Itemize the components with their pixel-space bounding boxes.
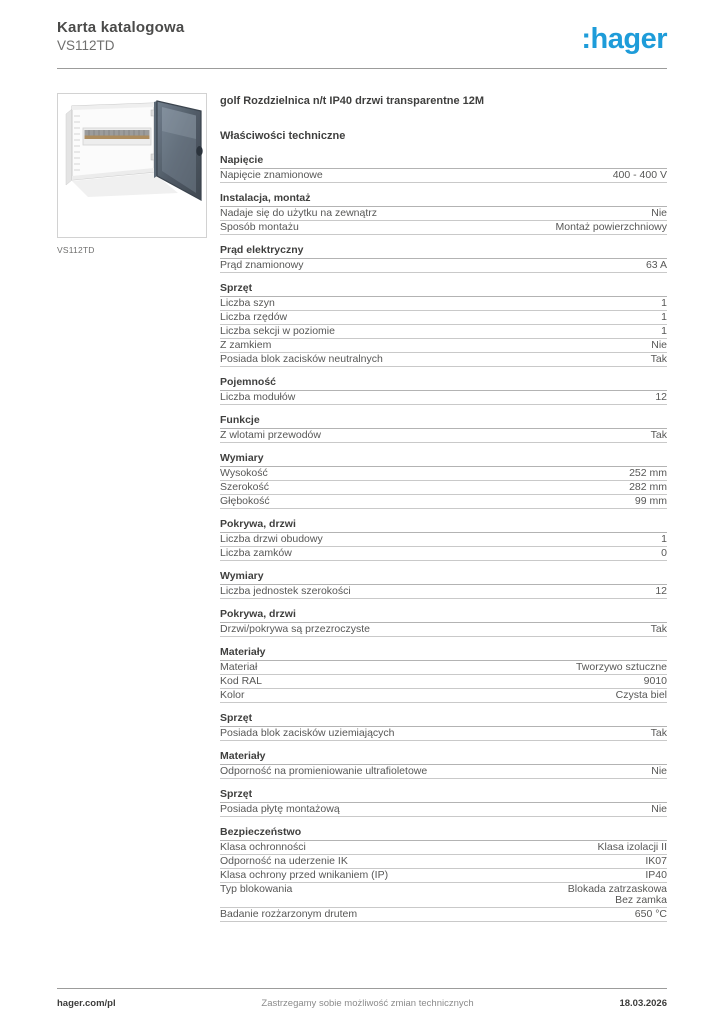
row-value: Nie [651,803,667,815]
section-rows [220,297,667,367]
spec-section [220,609,667,637]
row-label: Napięcie znamionowe [220,169,323,181]
spec-row [220,339,667,353]
section-title: Sprzęt [220,283,667,297]
row-value: 1 [661,311,667,323]
row-value: 99 mm [634,495,667,507]
section-title: Sprzęt [220,713,667,727]
row-label: Nadaje się do użytku na zewnątrz [220,207,378,219]
section-title: Pojemność [220,377,667,391]
section-rows [220,585,667,599]
row-value: 400 - 400 V [612,169,667,181]
section-title: Prąd elektryczny [220,245,667,259]
row-label: Wysokość [220,467,268,479]
section-rows [220,429,667,443]
spec-section [220,245,667,273]
row-value: 0 [661,547,667,559]
row-label: Odporność na promieniowanie ultrafioletowe [220,765,428,777]
spec-section [220,377,667,405]
section-title: Funkcje [220,415,667,429]
row-label: Klasa ochronności [220,841,306,853]
section-rows [220,803,667,817]
main-content [0,93,724,922]
spec-row [220,495,667,509]
header-divider [57,68,667,69]
row-label: Liczba rzędów [220,311,288,323]
spec-row [220,689,667,703]
hager-logo: :hager [581,23,667,55]
row-value: 63 A [645,259,667,271]
spec-row [220,547,667,561]
row-value: Blokada zatrzaskowa Bez zamka [567,883,667,906]
spec-row [220,325,667,339]
spec-section [220,789,667,817]
spec-row [220,467,667,481]
section-title: Napięcie [220,155,667,169]
row-value: Klasa izolacji II [597,841,667,853]
row-label: Liczba modułów [220,391,296,403]
spec-row [220,855,667,869]
row-value: Tworzywo sztuczne [575,661,667,673]
row-label: Posiada blok zacisków neutralnych [220,353,383,365]
row-value: Tak [650,623,667,635]
section-rows [220,169,667,183]
spec-row [220,259,667,273]
spec-section [220,415,667,443]
section-title: Materiały [220,647,667,661]
row-label: Odporność na uderzenie IK [220,855,348,867]
spec-section [220,751,667,779]
row-label: Kolor [220,689,245,701]
row-label: Badanie rozżarzonym drutem [220,908,358,920]
row-value: Tak [650,429,667,441]
section-rows [220,533,667,561]
spec-row [220,661,667,675]
row-value: 12 [655,585,667,597]
row-value: Tak [650,353,667,365]
spec-row [220,353,667,367]
row-label: Głębokość [220,495,270,507]
section-rows [220,841,667,922]
row-value: Nie [651,765,667,777]
section-rows [220,259,667,273]
spec-section [220,453,667,509]
row-value: 252 mm [629,467,667,479]
enclosure-illustration [58,94,206,237]
row-value: Czysta biel [615,689,667,701]
product-image-column [57,93,207,255]
section-rows [220,391,667,405]
spec-row [220,675,667,689]
row-value: 282 mm [629,481,667,493]
row-value: 1 [661,297,667,309]
row-value: Nie [651,207,667,219]
row-label: Liczba jednostek szerokości [220,585,351,597]
spec-row [220,765,667,779]
row-label: Liczba sekcji w poziomie [220,325,335,337]
product-title: golf Rozdzielnica n/t IP40 drzwi transparentne 12M [220,95,485,107]
spec-row [220,623,667,637]
spec-column [220,93,667,922]
product-image [57,93,207,238]
section-rows [220,623,667,637]
footer-date: 18.03.2026 [619,998,667,1009]
row-label: Z wlotami przewodów [220,429,321,441]
row-label: Prąd znamionowy [220,259,304,271]
row-label: Drzwi/pokrywa są przezroczyste [220,623,370,635]
row-label: Posiada blok zacisków uziemiających [220,727,395,739]
spec-row [220,803,667,817]
properties-heading: Właściwości techniczne [220,130,346,142]
spec-row [220,585,667,599]
row-label: Liczba zamków [220,547,292,559]
header [0,0,724,54]
footer-url: hager.com/pl [57,998,116,1009]
row-value: 12 [655,391,667,403]
row-value: Nie [651,339,667,351]
spec-row [220,221,667,235]
section-title: Sprzęt [220,789,667,803]
row-label: Kod RAL [220,675,263,687]
section-title: Bezpieczeństwo [220,827,667,841]
spec-section [220,827,667,922]
spec-row [220,391,667,405]
spec-row [220,883,667,908]
row-value: 650 °C [634,908,667,920]
row-label: Posiada płytę montażową [220,803,340,815]
section-title: Instalacja, montaż [220,193,667,207]
product-code-subtitle: VS112TD [57,38,115,53]
doc-type-title: Karta katalogowa [57,19,185,36]
row-value: 9010 [643,675,667,687]
section-title: Wymiary [220,571,667,585]
spec-row [220,841,667,855]
spec-row [220,207,667,221]
section-title: Wymiary [220,453,667,467]
row-label: Klasa ochrony przed wnikaniem (IP) [220,869,389,881]
row-value: 1 [661,533,667,545]
row-label: Szerokość [220,481,270,493]
footer-disclaimer: Zastrzegamy sobie możliwość zmian technicznych [261,998,474,1009]
spec-row [220,481,667,495]
footer [57,988,667,1009]
spec-section [220,571,667,599]
row-value: IK07 [645,855,667,867]
row-label: Liczba drzwi obudowy [220,533,323,545]
row-value: Montaż powierzchniowy [555,221,667,233]
section-rows [220,765,667,779]
section-rows [220,661,667,703]
row-label: Sposób montażu [220,221,299,233]
spec-section [220,155,667,183]
spec-row [220,429,667,443]
spec-section [220,713,667,741]
section-rows [220,207,667,235]
spec-row [220,869,667,883]
row-value: Tak [650,727,667,739]
row-label: Materiał [220,661,258,673]
row-value: 1 [661,325,667,337]
spec-row [220,169,667,183]
spec-row [220,727,667,741]
row-label: Liczba szyn [220,297,275,309]
row-label: Z zamkiem [220,339,272,351]
section-title: Pokrywa, drzwi [220,609,667,623]
spec-section [220,193,667,235]
spec-sections [220,155,667,922]
section-rows [220,467,667,509]
spec-section [220,283,667,367]
section-title: Materiały [220,751,667,765]
spec-row [220,908,667,922]
spec-row [220,297,667,311]
row-value: IP40 [645,869,667,881]
section-rows [220,727,667,741]
spec-section [220,519,667,561]
spec-row [220,533,667,547]
spec-section [220,647,667,703]
product-image-caption: VS112TD [57,245,95,255]
row-label: Typ blokowania [220,883,293,895]
spec-row [220,311,667,325]
section-title: Pokrywa, drzwi [220,519,667,533]
